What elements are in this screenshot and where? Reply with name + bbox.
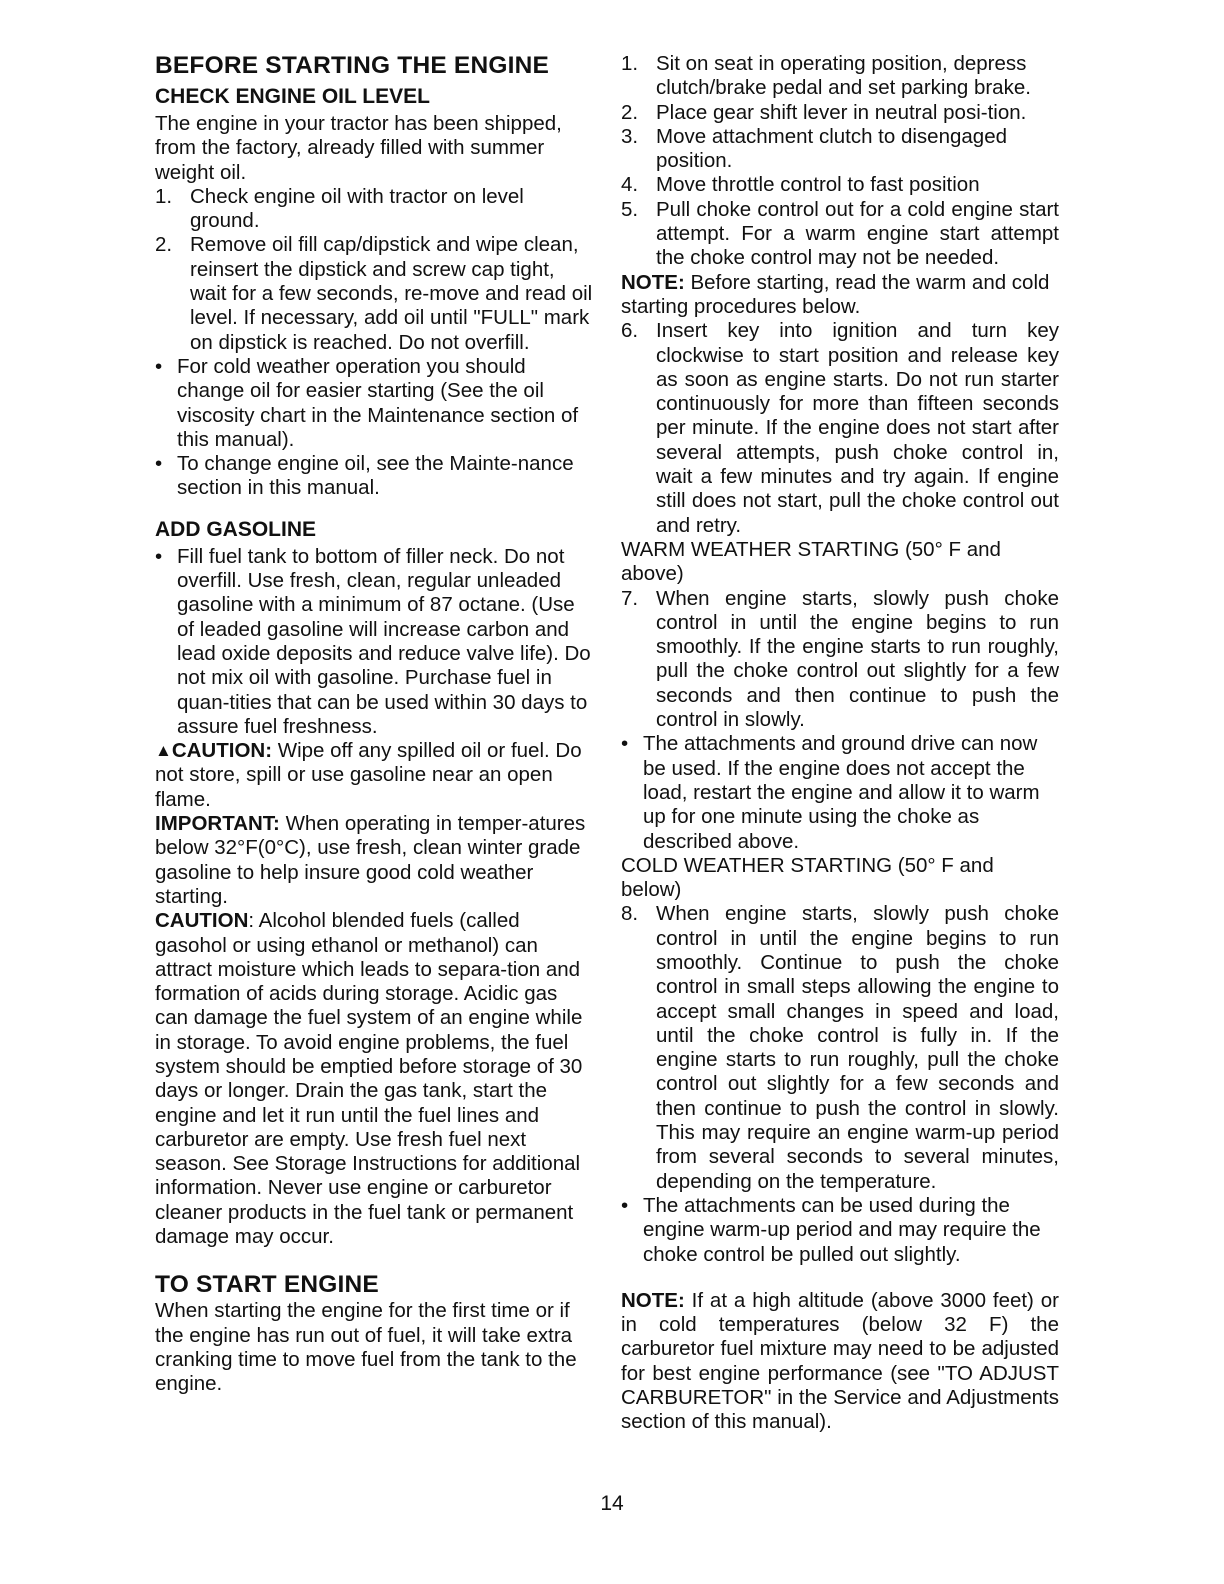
step-number: 7.	[621, 586, 639, 610]
caution-text: : Alcohol blended fuels (called gasohol or using ethanol or methanol) can attract moisture which leads to separa-tion and formation of acids during storage. Acidic gas can damage the fuel system of an engine while in storage. To avoid engine problems, the fuel system should be emptied before storage of 30 days or longer. Drain the gas tank, start the engine and let it run until the fuel lines and carburetor are empty. Use fresh fuel next season. See Storage Instructions for additional information. Never use engine or carburetor cleaner products in the fuel tank or permanent damage may occur.	[155, 909, 583, 1249]
step-number: 4.	[621, 173, 639, 197]
cold-weather-heading: COLD WEATHER STARTING (50° F and below)	[621, 853, 994, 902]
step-number: 3.	[621, 124, 639, 148]
bullet-icon: •	[621, 732, 629, 756]
important-label: IMPORTANT:	[155, 812, 280, 836]
step-number: 1.	[155, 184, 173, 208]
gas-bullet	[155, 545, 595, 739]
step-number: 2.	[155, 233, 173, 257]
start-step	[621, 125, 1059, 174]
cold-bullet	[621, 1194, 1059, 1267]
step-text: When engine starts, slowly push choke control in until the engine begins to run smoothly. If the engine starts to run roughly, pull the choke control out slightly for a few seconds and then continue to push the control in slowly.	[656, 586, 1059, 732]
caution-fuel	[155, 739, 595, 812]
caution-label: CAUTION:	[171, 739, 273, 763]
left-column	[155, 52, 595, 1397]
note-label: NOTE:	[621, 270, 685, 294]
note-label: NOTE:	[621, 1288, 685, 1312]
start-text: When starting the engine for the first time or if the engine has run out of fuel, it will take extra cranking time to move fuel from the tank to the engine.	[155, 1299, 577, 1396]
important-text: When operating in temper-atures below 32°F(0°C), use fresh, clean winter grade gasoline to help insure good cold weather starting.	[155, 812, 586, 908]
section-title: BEFORE STARTING THE ENGINE	[155, 52, 550, 79]
note-text: If at a high altitude (above 3000 feet) or in cold temperatures (below 32 F) the carburetor fuel mixture may need to be adjusted for best engine performance (see "TO ADJUST CARBURETOR" in the Service and Adjustments section of this manual).	[621, 1288, 1059, 1434]
bullet-icon: •	[621, 1193, 629, 1217]
oil-bullet	[155, 355, 595, 452]
oil-intro: The engine in your tractor has been shipped, from the factory, already filled with summer weight oil.	[155, 112, 562, 184]
step-text: Place gear shift lever in neutral posi-tion.	[656, 100, 1027, 124]
step-text: Remove oil fill cap/dipstick and wipe clean, reinsert the dipstick and screw cap tight, wait for a few seconds, re-move and read oil level. If necessary, add oil until "FULL" mark on dipstick is reached. Do not overfill.	[190, 233, 593, 354]
bullet-text: For cold weather operation you should change oil for easier starting (See the oil viscosity chart in the Maintenance section of this manual).	[177, 354, 579, 451]
important-note	[155, 812, 595, 909]
start-heading: TO START ENGINE	[155, 1271, 379, 1299]
note-altitude	[621, 1289, 1059, 1435]
start-step	[621, 319, 1059, 538]
start-step	[621, 902, 1059, 1194]
caution-alcohol	[155, 909, 595, 1249]
bullet-text: To change engine oil, see the Mainte-nance section in this manual.	[177, 452, 574, 500]
oil-step	[155, 233, 595, 354]
bullet-text: Fill fuel tank to bottom of filler neck. Do not overfill. Use fresh, clean, regular unleaded gasoline with a minimum of 87 octane. (Use of leaded gasoline will increase carbon and lead oxide deposits and reduce valve life). Do not mix oil with gasoline. Purchase fuel in quan-tities that can be used within 30 days to assure fuel freshness.	[177, 544, 591, 738]
bullet-icon: •	[155, 354, 163, 378]
warm-bullet	[621, 732, 1059, 853]
bullet-icon: •	[155, 452, 163, 476]
step-number: 5.	[621, 197, 639, 221]
step-number: 6.	[621, 319, 639, 343]
step-text: Check engine oil with tractor on level ground.	[190, 184, 524, 233]
oil-heading: CHECK ENGINE OIL LEVEL	[155, 85, 430, 108]
oil-bullet	[155, 452, 595, 501]
start-step	[621, 198, 1059, 271]
step-text: Insert key into ignition and turn key clockwise to start position and release key as soon as engine starts. Do not run starter continuously for more than fifteen seconds per minute. If the engine does not start after several attempts, push choke control in, wait a few minutes and try again. If engine still does not start, pull the choke control out and retry.	[656, 319, 1059, 537]
step-text: Move throttle control to fast position	[656, 173, 980, 197]
warning-icon: ▲	[155, 741, 172, 761]
page-number: 14	[600, 1492, 624, 1515]
bullet-text: The attachments can be used during the engine warm-up period and may require the choke control be pulled out slightly.	[643, 1193, 1041, 1266]
warm-weather-heading: WARM WEATHER STARTING (50° F and above)	[621, 537, 1001, 586]
step-text: Move attachment clutch to disengaged position.	[656, 124, 1007, 173]
step-number: 8.	[621, 902, 639, 926]
step-number: 1.	[621, 52, 639, 75]
oil-step	[155, 185, 595, 234]
step-text: When engine starts, slowly push choke control in until the engine begins to run smoothly. Continue to push the choke control in small steps allowing the engine to accept small changes in speed and load, until the choke control is fully in. If the engine starts to run roughly, pull the choke control out slightly for a few seconds and then continue to push the control in slowly. This may require an engine warm-up period from several seconds to several minutes, depending on the temperature.	[656, 902, 1059, 1193]
right-column	[621, 52, 1059, 1435]
step-text: Pull choke control out for a cold engine start attempt. For a warm engine start attempt the choke control may not be needed.	[656, 197, 1059, 270]
start-step	[621, 173, 1059, 197]
note-before-starting	[621, 271, 1059, 320]
step-number: 2.	[621, 100, 639, 124]
start-step	[621, 52, 1059, 101]
caution-text: Wipe off any spilled oil or fuel. Do not store, spill or use gasoline near an open flame.	[155, 739, 582, 811]
bullet-icon: •	[155, 544, 163, 568]
caution-label: CAUTION	[155, 909, 249, 933]
step-text: Sit on seat in operating position, depress clutch/brake pedal and set parking brake.	[656, 52, 1031, 100]
bullet-text: The attachments and ground drive can now be used. If the engine does not accept the load, restart the engine and allow it to warm up for one minute using the choke as described above.	[643, 732, 1040, 853]
note-text: Before starting, read the warm and cold starting procedures below.	[621, 270, 1050, 318]
gas-heading: ADD GASOLINE	[155, 517, 317, 541]
start-step	[621, 587, 1059, 733]
start-step	[621, 101, 1059, 125]
